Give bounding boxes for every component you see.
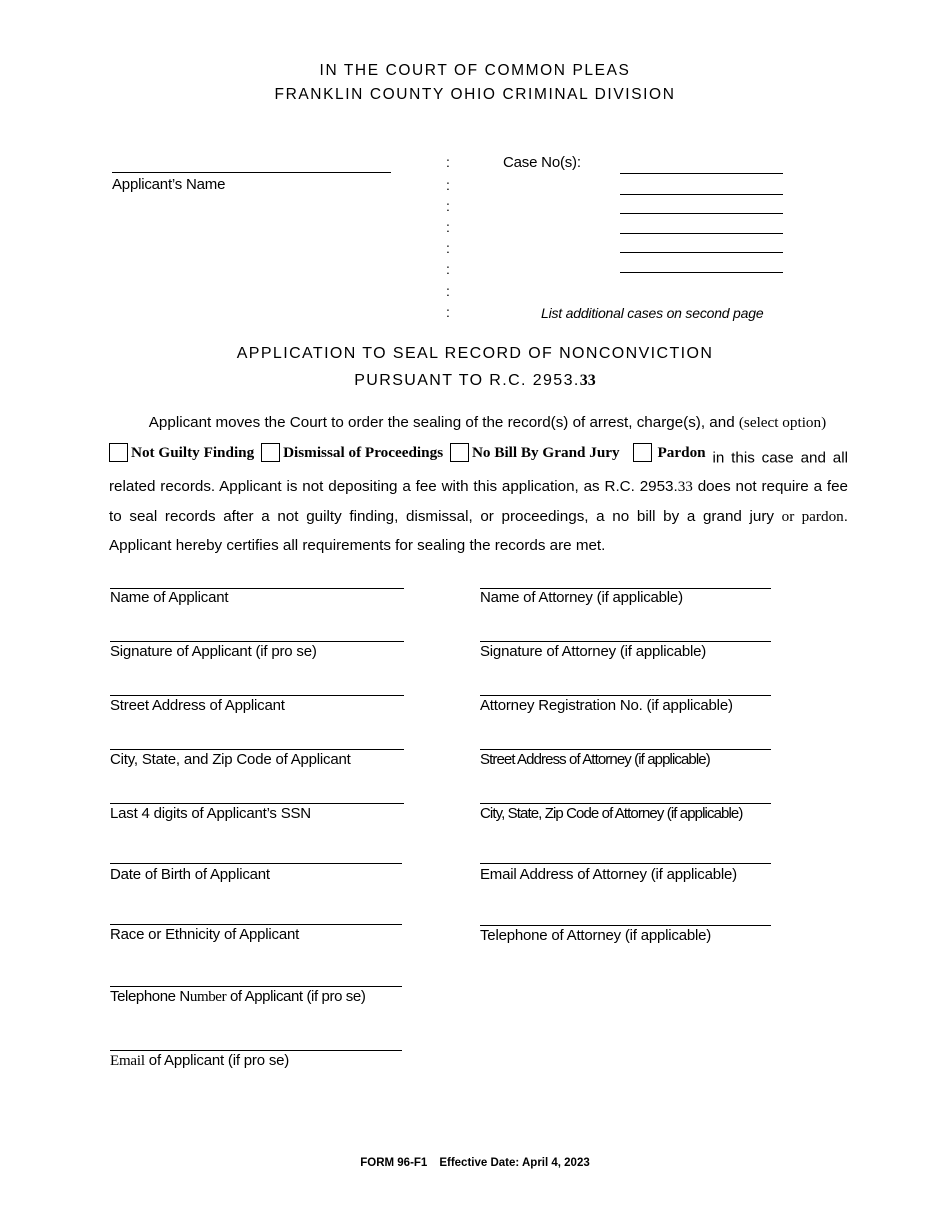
applicant-phone-line[interactable] [110, 986, 402, 987]
case-number-label: Case No(s): [503, 154, 581, 171]
caption-colon: : [446, 261, 450, 277]
phone-label-prefix: Telephone N [110, 988, 190, 1005]
applicant-phone-label [110, 988, 365, 1006]
phone-label-suffix: of Applicant (if pro se) [226, 988, 366, 1005]
caption-colon: : [446, 177, 450, 193]
option-pardon[interactable] [633, 438, 706, 468]
applicant-ssn-label: Last 4 digits of Applicant’s SSN [110, 805, 311, 822]
court-name-line1: IN THE COURT OF COMMON PLEAS [319, 62, 631, 79]
attorney-signature-label: Signature of Attorney (if applicable) [480, 643, 707, 660]
pardon-checkbox[interactable] [633, 443, 652, 462]
attorney-registration-label: Attorney Registration No. (if applicable) [480, 697, 733, 714]
select-option-hint: (select option) [738, 414, 827, 431]
attorney-city-line[interactable] [480, 803, 771, 804]
applicant-name-label: Applicant’s Name [112, 176, 226, 193]
form-id: FORM 96-F1 [360, 1157, 428, 1169]
applicant-street-line[interactable] [110, 695, 404, 696]
attorney-signature-line[interactable] [480, 641, 771, 642]
caption-colon: : [446, 154, 450, 170]
applicant-ssn-line[interactable] [110, 803, 404, 804]
dismissal-label: Dismissal of Proceedings [283, 443, 444, 461]
applicant-race-label: Race or Ethnicity of Applicant [110, 926, 300, 943]
phone-label-number: umber [189, 989, 227, 1005]
applicant-name-line[interactable] [112, 172, 391, 173]
caption-colon: : [446, 240, 450, 256]
court-name-line2: FRANKLIN COUNTY OHIO CRIMINAL DIVISION [274, 86, 676, 103]
statute-section: 33 [579, 372, 596, 389]
or-pardon-text: or pardon [781, 507, 844, 525]
no-bill-label: No Bill By Grand Jury [471, 443, 620, 461]
applicant-dob-line[interactable] [110, 863, 402, 864]
attorney-name-label: Name of Attorney (if applicable) [480, 589, 683, 606]
case-number-line[interactable] [620, 252, 783, 253]
statute-prefix: PURSUANT TO R.C. 2953. [354, 372, 580, 389]
caption-colon: : [446, 304, 450, 320]
attorney-phone-line[interactable] [480, 925, 771, 926]
applicant-signature-line[interactable] [110, 641, 404, 642]
application-title-line1: APPLICATION TO SEAL RECORD OF NONCONVICTION [236, 345, 714, 362]
option-dismissal[interactable] [261, 438, 443, 468]
applicant-dob-label: Date of Birth of Applicant [110, 866, 270, 883]
body-text-after-options: in this case and all related records. Applicant is not depositing a fee with this application, as R.C. 2953. [109, 448, 848, 496]
additional-cases-note: List additional cases on second page [541, 305, 764, 321]
dismissal-checkbox[interactable] [261, 443, 280, 462]
email-label-prefix: Email [110, 1053, 145, 1069]
no-bill-checkbox[interactable] [450, 443, 469, 462]
applicant-race-line[interactable] [110, 924, 402, 925]
body-text-middle: does not require a fee to seal records after a not guilty finding, dismissal, or proceedings, a no bill by a grand jury [109, 478, 848, 525]
applicant-email-label [110, 1052, 289, 1070]
case-number-line[interactable] [620, 272, 783, 273]
applicant-name-field-label: Name of Applicant [110, 589, 229, 606]
caption-colon: : [446, 283, 450, 299]
statute-number: 33 [677, 478, 693, 496]
case-number-line[interactable] [620, 194, 783, 195]
effective-date: Effective Date: April 4, 2023 [439, 1157, 590, 1169]
attorney-street-line[interactable] [480, 749, 771, 750]
caption-colon: : [446, 198, 450, 214]
attorney-city-label: City, State, Zip Code of Attorney (if applicable) [480, 805, 743, 822]
applicant-city-label: City, State, and Zip Code of Applicant [110, 751, 351, 768]
case-number-line[interactable] [620, 233, 783, 234]
not-guilty-checkbox[interactable] [109, 443, 128, 462]
pardon-label: Pardon [657, 443, 706, 461]
caption-colon: : [446, 219, 450, 235]
body-text-end: . Applicant hereby certifies all requirements for sealing the records are met. [109, 507, 848, 555]
application-body [109, 408, 848, 561]
options-paragraph [109, 438, 848, 561]
option-not-guilty[interactable] [109, 438, 254, 468]
case-number-line[interactable] [620, 173, 783, 174]
applicant-street-label: Street Address of Applicant [110, 697, 285, 714]
applicant-signature-label: Signature of Applicant (if pro se) [110, 643, 317, 660]
not-guilty-label: Not Guilty Finding [131, 443, 255, 461]
intro-text: Applicant moves the Court to order the sealing of the record(s) of arrest, charge(s), and [148, 414, 739, 431]
form-footer [0, 1157, 950, 1169]
applicant-city-line[interactable] [110, 749, 404, 750]
attorney-street-label: Street Address of Attorney (if applicable) [480, 751, 710, 768]
attorney-phone-label: Telephone of Attorney (if applicable) [480, 927, 712, 944]
attorney-email-label: Email Address of Attorney (if applicable) [480, 866, 737, 883]
intro-line [127, 408, 848, 438]
case-number-line[interactable] [620, 213, 783, 214]
applicant-email-line[interactable] [110, 1050, 402, 1051]
attorney-email-line[interactable] [480, 863, 771, 864]
email-label-suffix: of Applicant (if pro se) [144, 1052, 290, 1069]
option-no-bill[interactable] [450, 438, 620, 468]
application-title-line2 [0, 372, 950, 390]
attorney-registration-line[interactable] [480, 695, 771, 696]
